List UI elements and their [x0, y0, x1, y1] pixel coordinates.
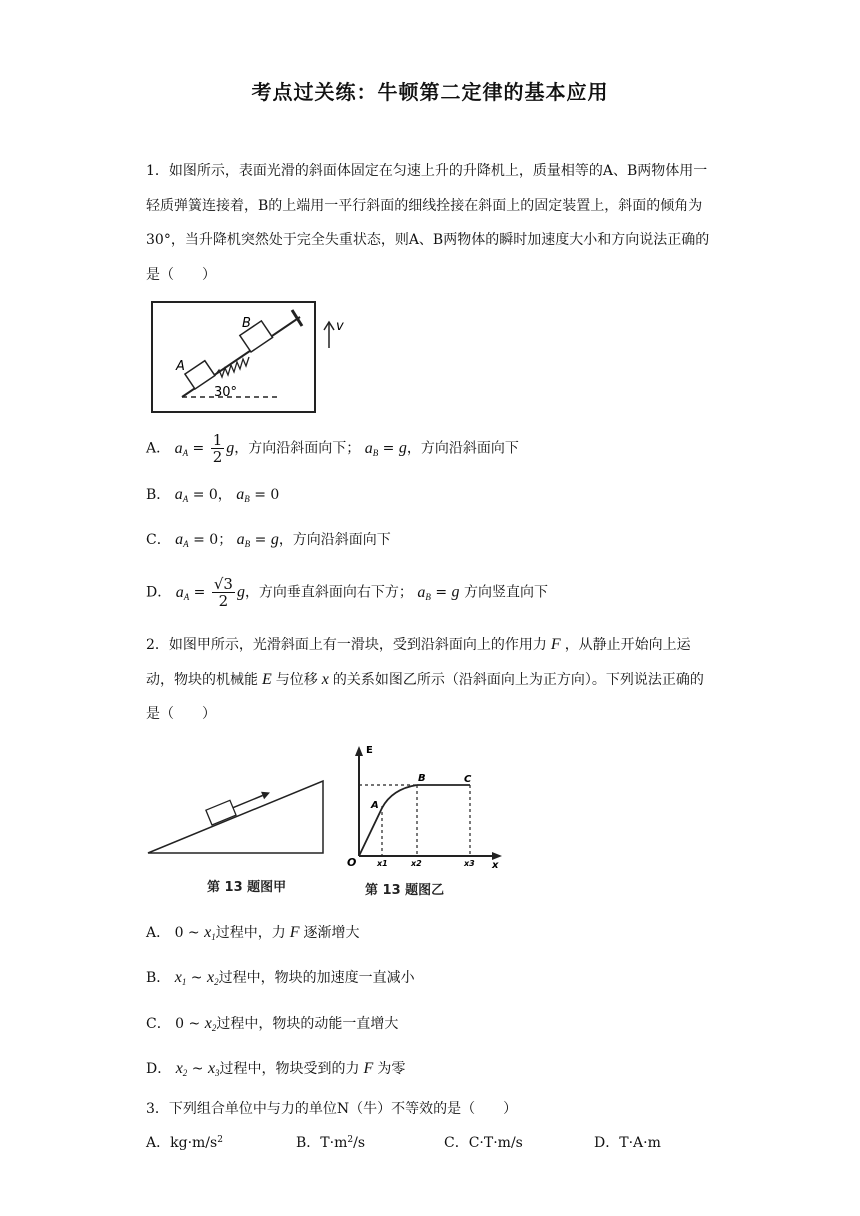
q1-option-b-text1: ， [217, 487, 232, 503]
energy-graph [344, 742, 504, 872]
q1-option-c-text1: ； [218, 532, 233, 548]
q1-option-d[interactable]: D． $a_A$ = $\frac{√3}{2}$ g，方向垂直斜面向右下方； $a_B = g$ 方向竖直向下 [146, 575, 548, 610]
q2-option-c[interactable]: C． 0 ~ $x_2$过程中，物块的动能一直增大 [146, 1015, 399, 1033]
incline-figure [146, 775, 326, 857]
caption-left: 第 13 题图甲 [207, 880, 287, 895]
label-a: A [176, 359, 185, 374]
origin-label: O [347, 856, 357, 869]
q1-option-d-letter: D． [146, 584, 172, 601]
question-2-text: 2．如图甲所示，光滑斜面上有一滑块，受到沿斜面向上的作用力 F ，从静止开始向上运动，物块的机械能 E 与位移 x 的关系如图乙所示（沿斜面向上为正方向）。下列说法正确的是（ ） [146, 636, 704, 722]
q3-option-a[interactable]: A．$kg\cdot m/s^2$ [146, 1135, 223, 1151]
q3-option-b[interactable]: B．$T\cdot m^2/s$ [296, 1135, 366, 1151]
q2-option-a[interactable]: A． 0 ~ $x_1$过程中，力 F 逐渐增大 [146, 924, 360, 942]
label-b: B [242, 316, 251, 331]
point-b-label: B [418, 773, 426, 784]
q1-option-b[interactable]: B． $a_A = 0$， $a_B = 0$ [146, 486, 280, 504]
x2-label: x2 [411, 859, 422, 868]
x1-label: x1 [377, 859, 388, 868]
q3-option-c[interactable]: C．C·T·m/s [444, 1135, 523, 1151]
q1-option-c-letter: C． [146, 532, 171, 548]
q1-option-d-text2: 方向竖直向下 [463, 584, 548, 601]
q3-option-d[interactable]: D．T·A·m [594, 1135, 661, 1151]
q1-option-a-letter: A． [146, 440, 171, 457]
q2-option-d[interactable]: D． $x_2$ ~ $x_3$过程中，物块受到的力 F 为零 [146, 1060, 406, 1078]
q1-option-b-letter: B． [146, 487, 171, 503]
q1-option-c[interactable]: C． $a_A = 0$； $a_B = g$，方向沿斜面向下 [146, 531, 391, 549]
q1-option-a-text2: ，方向沿斜面向下 [406, 440, 519, 457]
q1-option-a[interactable]: A． $a_A$ = $\frac{1}{2}$ g，方向沿斜面向下； $a_B = g$，方向沿斜面向下 [146, 431, 519, 466]
question-3-text: 3．下列组合单位中与力的单位N（牛）不等效的是（ ） [146, 1101, 518, 1117]
x-axis-label: x [492, 860, 499, 871]
y-axis-label: E [366, 745, 373, 756]
q2-option-b[interactable]: B． $x_1$ ~ $x_2$过程中，物块的加速度一直减小 [146, 969, 415, 987]
point-a-label: A [371, 800, 379, 811]
q1-option-a-text1: ，方向沿斜面向下； [234, 440, 361, 457]
angle-label: 30° [214, 385, 238, 400]
question-1-figure [150, 300, 360, 416]
q3-options [146, 1132, 661, 1152]
q1-option-d-text1: ，方向垂直斜面向右下方； [244, 584, 413, 601]
point-c-label: C [464, 774, 472, 785]
question-1-text: 1．如图所示，表面光滑的斜面体固定在匀速上升的升降机上，质量相等的A、B两物体用一轻质弹簧连接着，B的上端用一平行斜面的细线拴接在斜面上的固定装置上，斜面的倾角为30°，当升降机突然处于完全失重状态，则A、B两物体的瞬时加速度大小和方向说法正确的是（ ） [146, 163, 710, 283]
q1-option-c-text2: ，方向沿斜面向下 [278, 532, 391, 548]
x3-label: x3 [464, 859, 475, 868]
caption-right: 第 13 题图乙 [365, 883, 445, 898]
velocity-label: v [336, 319, 344, 334]
page-title: 考点过关练：牛顿第二定律的基本应用 [251, 80, 609, 104]
